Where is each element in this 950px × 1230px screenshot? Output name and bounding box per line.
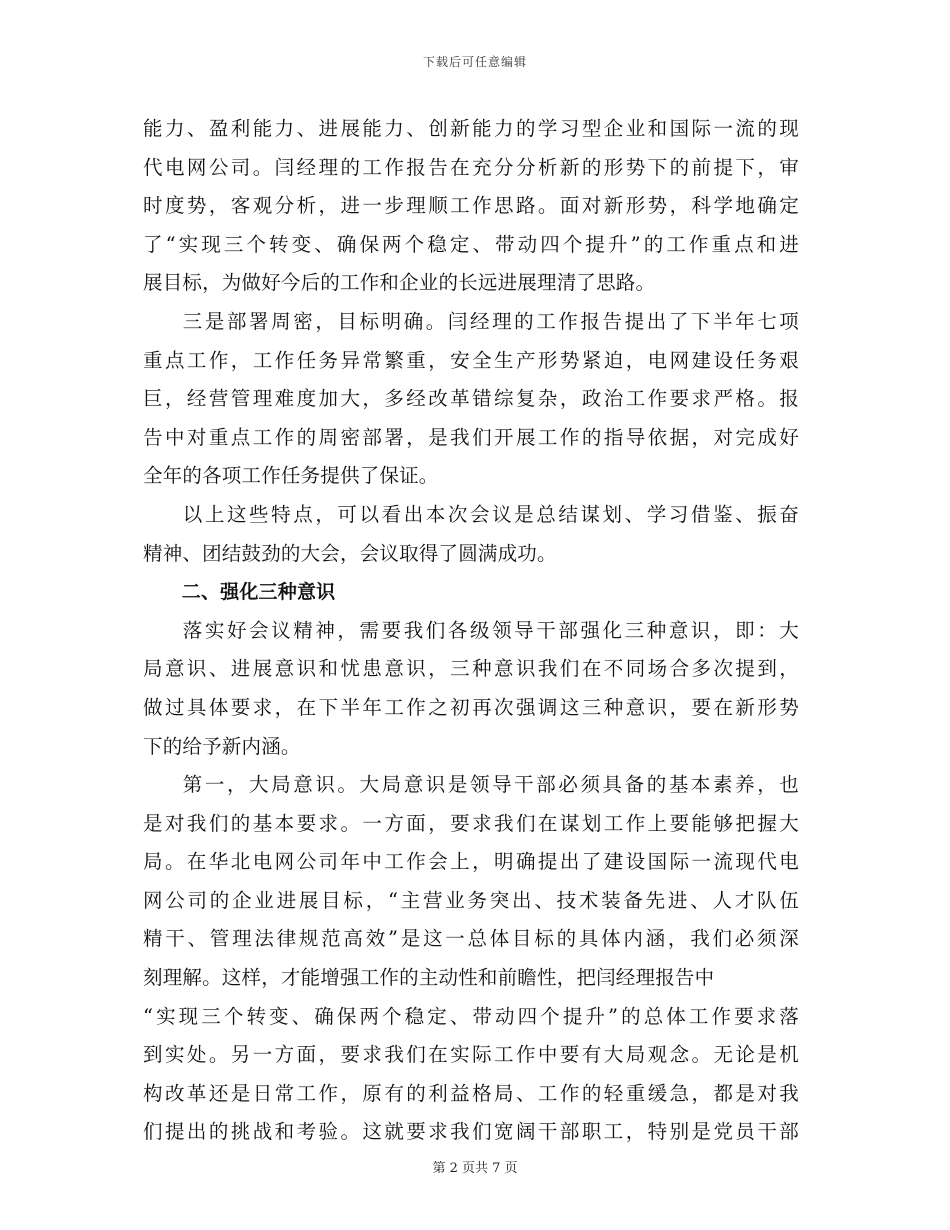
section-heading: 二、强化三种意识 (181, 581, 336, 604)
text-line: 告中对重点工作的周密部署，是我们开展工作的指导依据，对完成好 (143, 425, 799, 449)
text-line: 精干、管理法律规范高效”是这一总体目标的具体内涵，我们必须深 (143, 927, 799, 951)
page-footer: 第 2 页共 7 页 (432, 1161, 518, 1176)
text-line: 们提出的挑战和考验。这就要求我们宽阔干部职工，特别是党员干部 (143, 1120, 799, 1144)
text-line: 落实好会议精神，需要我们各级领导干部强化三种意识，即：大 (182, 618, 799, 642)
text-line: 网公司的企业进展目标，“主营业务突出、技术装备先进、人才队伍 (143, 888, 799, 912)
text-line: 局意识、进展意识和忧患意识，三种意识我们在不同场合多次提到， (143, 657, 799, 681)
text-line: 到实处。另一方面，要求我们在实际工作中要有大局观念。无论是机 (143, 1043, 799, 1067)
text-line: 时度势，客观分析，进一步理顺工作思路。面对新形势，科学地确定 (143, 194, 799, 218)
text-line: 重点工作，工作任务异常繁重，安全生产形势紧迫，电网建设任务艰 (143, 348, 799, 372)
text-line: 是对我们的基本要求。一方面，要求我们在谋划工作上要能够把握大 (143, 811, 799, 835)
text-line: 了“实现三个转变、确保两个稳定、带动四个提升”的工作重点和进 (143, 232, 799, 256)
text-line: 代电网公司。闫经理的工作报告在充分分析新的形势下的前提下，审 (143, 155, 799, 179)
text-line: 以上这些特点，可以看出本次会议是总结谋划、学习借鉴、振奋 (182, 502, 799, 526)
text-line: 下的给予新内涵。 (143, 734, 301, 758)
text-line: 能力、盈利能力、进展能力、创新能力的学习型企业和国际一流的现 (143, 117, 799, 140)
text-line: “实现三个转变、确保两个稳定、带动四个提升”的总体工作要求落 (143, 1004, 799, 1028)
page-header: 下载后可任意编辑 (422, 55, 527, 69)
text-line: 全年的各项工作任务提供了保证。 (143, 464, 439, 488)
text-line: 展目标，为做好今后的工作和企业的长远进展理清了思路。 (143, 271, 656, 295)
text-line: 构改革还是日常工作，原有的利益格局、工作的轻重缓急，都是对我 (143, 1081, 799, 1105)
document-body (143, 110, 799, 1152)
text-line: 局。在华北电网公司年中工作会上，明确提出了建设国际一流现代电 (143, 850, 799, 874)
text-line: 做过具体要求，在下半年工作之初再次强调这三种意识，要在新形势 (143, 695, 799, 719)
text-line: 刻理解。这样，才能增强工作的主动性和前瞻性，把闫经理报告中 (143, 966, 715, 990)
text-line: 第一，大局意识。大局意识是领导干部必须具备的基本素养，也 (182, 773, 799, 797)
text-line: 巨，经营管理难度加大，多经改革错综复杂，政治工作要求严格。报 (143, 387, 799, 411)
text-line: 精神、团结鼓劲的大会，会议取得了圆满成功。 (143, 541, 557, 565)
text-line: 三是部署周密，目标明确。闫经理的工作报告提出了下半年七项 (182, 309, 799, 333)
